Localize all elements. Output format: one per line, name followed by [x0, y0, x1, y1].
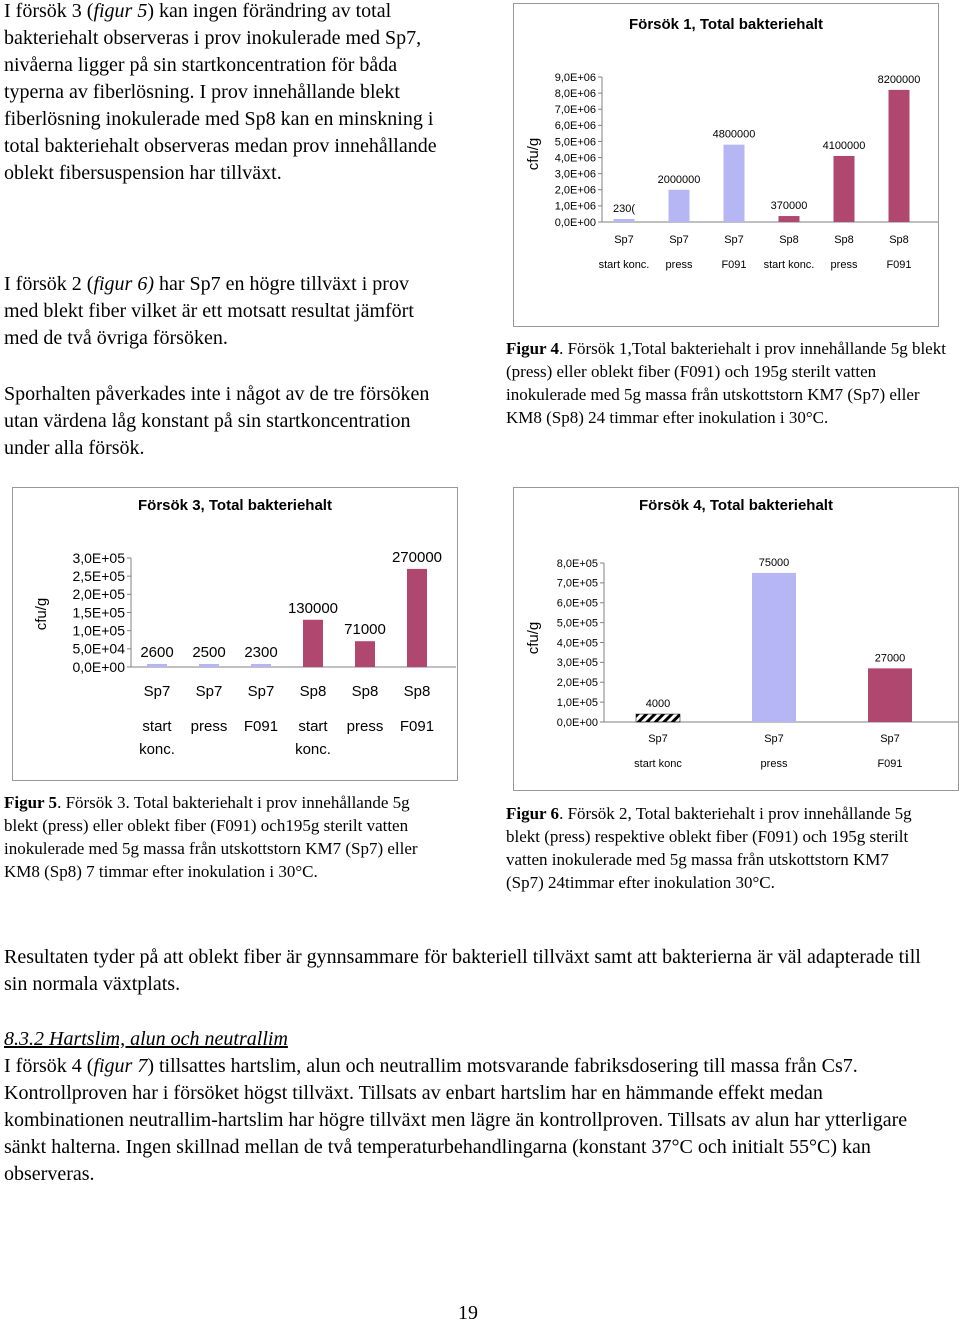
y-tick-label: 2,0E+05 [556, 677, 598, 690]
chart-title: Försök 4, Total bakteriehalt [639, 497, 833, 514]
chart-bar [669, 190, 690, 222]
chart-bar [251, 664, 271, 667]
y-tick-label: 7,0E+06 [554, 104, 596, 117]
caption-label: Figur 6 [506, 804, 560, 823]
chart-bar [199, 664, 219, 667]
section-number: 8.3.2 [4, 1028, 44, 1050]
y-tick-label: 5,0E+05 [556, 617, 598, 630]
y-tick-label: 4,0E+06 [554, 152, 596, 165]
x-category-strain: Sp7 [614, 234, 634, 246]
x-category-strain: Sp7 [648, 733, 668, 745]
x-category-strain: Sp8 [779, 234, 799, 246]
x-category-strain: Sp7 [143, 683, 171, 700]
x-category-fiber: F091 [877, 758, 903, 770]
data-label: 4000 [645, 698, 671, 711]
x-category-fiber: F091 [721, 259, 747, 271]
y-tick-label: 6,0E+05 [556, 597, 598, 610]
chart-bar [889, 90, 910, 222]
y-tick-label: 0,0E+00 [72, 658, 125, 675]
data-label: 2300 [244, 644, 278, 661]
chart-bar [724, 145, 745, 222]
y-tick-label: 2,0E+05 [72, 586, 125, 603]
chart-forsok-4-svg [514, 488, 958, 790]
data-label: 2600 [140, 644, 174, 661]
chart-bar [355, 641, 375, 667]
data-label: 230( [612, 203, 636, 215]
y-tick-label: 8,0E+06 [554, 87, 596, 100]
x-category-fiber: press [760, 758, 788, 770]
figure-reference[interactable]: figur 7 [93, 1055, 148, 1077]
chart-title: Försök 1, Total bakteriehalt [629, 16, 823, 33]
data-label: 370000 [770, 200, 808, 213]
figure-reference[interactable]: figur 6) [93, 273, 154, 295]
paragraph-forsok2 [4, 271, 444, 352]
x-category-strain: Sp8 [889, 234, 909, 246]
y-tick-label: 2,5E+05 [72, 568, 125, 585]
chart-bar [868, 668, 912, 722]
y-tick-label: 1,0E+06 [554, 200, 596, 213]
chart-forsok-1 [513, 3, 939, 327]
y-tick-label: 1,0E+05 [556, 696, 598, 709]
x-category-fiber: start konc. [598, 259, 650, 271]
chart-bar [752, 573, 796, 722]
paragraph-text: har Sp7 en högre tillväxt i prov med blekt fiber vilket är ett motsatt resultat jämfört med de två övriga försöken. [4, 273, 414, 349]
y-tick-label: 9,0E+06 [554, 71, 596, 84]
x-category-strain: Sp8 [351, 683, 379, 700]
x-category-fiber: konc. [139, 741, 175, 758]
x-category-fiber: F091 [886, 259, 912, 271]
caption-figure-4 [506, 337, 946, 429]
paragraph-text: I försök 3 ( [4, 0, 94, 22]
data-label: 2500 [192, 644, 226, 661]
x-category-strain: Sp7 [669, 234, 689, 246]
caption-label: Figur 4 [506, 339, 560, 358]
y-tick-label: 1,0E+05 [72, 622, 125, 639]
y-axis-label: cfu/g [33, 597, 50, 631]
x-category-fiber: start [142, 718, 172, 735]
paragraph-text: I försök 4 ( [4, 1055, 94, 1077]
data-label: 75000 [758, 556, 790, 569]
data-label: 130000 [287, 599, 339, 617]
y-tick-label: 5,0E+06 [554, 136, 596, 149]
y-tick-label: 8,0E+05 [556, 557, 598, 570]
paragraph-forsok4 [4, 1053, 944, 1188]
chart-bar [834, 156, 855, 222]
chart-forsok-1-svg [514, 4, 938, 326]
x-category-fiber: start [298, 718, 328, 735]
caption-figure-6 [506, 802, 926, 894]
x-category-fiber: press [346, 718, 384, 735]
x-category-strain: Sp8 [299, 683, 327, 700]
y-tick-label: 5,0E+04 [72, 640, 125, 657]
paragraph-text: ) kan ingen förändring av total bakteriehalt observeras i prov inokulerade med Sp7, nivåerna ligger på sin startkoncentration för båda typerna av fiberlösning. I prov innehållande blekt fiberlösning inokulerade med Sp8 kan en minskning i total bakteriehalt observeras medan prov innehållande oblekt fibersuspension har tillväxt. [4, 0, 437, 184]
x-category-fiber: press [190, 718, 228, 735]
x-category-fiber: press [830, 259, 858, 271]
data-label: 270000 [391, 548, 443, 566]
x-category-strain: Sp7 [195, 683, 223, 700]
y-tick-label: 3,0E+05 [72, 549, 125, 566]
caption-text: . Försök 3. Total bakteriehalt i prov innehållande 5g blekt (press) eller oblekt fiber (F091) och195g sterilt vatten inokulerade med 5g massa från utskottstorn KM7 (Sp7) eller KM8 (Sp8) 7 timmar efter inokulation i 30°C. [4, 793, 418, 881]
chart-forsok-4 [513, 487, 959, 791]
chart-title: Försök 3, Total bakteriehalt [138, 497, 332, 514]
paragraph-conclusion: Resultaten tyder på att oblekt fiber är gynnsammare för bakteriell tillväxt samt att bakterierna är väl adapterade till sin normala växtplats. [4, 946, 921, 995]
figure-reference[interactable]: figur 5 [93, 0, 148, 22]
y-tick-label: 4,0E+05 [556, 637, 598, 650]
x-category-strain: Sp7 [880, 733, 900, 745]
paragraph-forsok3 [4, 0, 444, 187]
section-title: Hartslim, alun och neutrallim [49, 1028, 288, 1050]
data-label: 2000000 [657, 173, 701, 186]
y-tick-label: 7,0E+05 [556, 577, 598, 590]
chart-bar [779, 216, 800, 222]
chart-forsok-3 [12, 487, 458, 781]
y-tick-label: 6,0E+06 [554, 120, 596, 133]
data-label: 4800000 [712, 128, 756, 141]
x-category-fiber: start konc. [763, 259, 815, 271]
chart-bar [303, 620, 323, 667]
y-axis-label: cfu/g [525, 137, 542, 171]
y-tick-label: 0,0E+00 [554, 216, 596, 229]
chart-bar [147, 664, 167, 667]
x-category-strain: Sp7 [724, 234, 744, 246]
x-category-strain: Sp7 [247, 683, 275, 700]
data-label: 27000 [874, 652, 906, 665]
chart-bar [636, 714, 680, 722]
chart-bar [407, 569, 427, 667]
caption-text: . Försök 2, Total bakteriehalt i prov innehållande 5g blekt (press) respektive oblekt fiber (F091) och 195g sterilt vatten inokulerade med 5g massa från utskottstorn KM7 (Sp7) 24timmar efter inokulation 30°C. [506, 804, 912, 892]
x-category-fiber: start konc [634, 758, 682, 770]
data-label: 4100000 [822, 139, 866, 152]
caption-text: . Försök 1,Total bakteriehalt i prov innehållande 5g blekt (press) eller oblekt fiber (F091) och 195g sterilt vatten inokulerade med 5g massa från utskottstorn KM7 (Sp7) eller KM8 (Sp8) 24 timmar efter inokulation i 30°C. [506, 339, 946, 427]
section-heading [4, 1026, 604, 1053]
paragraph-text: ) tillsattes hartslim, alun och neutrallim motsvarande fabriksdosering till massa från Cs7. Kontrollproven har i försöket högst tillväxt. Tillsats av enbart hartslim har en hämmande effekt medan kombinationen neutrallim-hartslim har högre tillväxt men lägre än kontrollproven. Tillsats av alun har ytterligare sänkt halterna. Ingen skillnad mellan de två temperaturbehandlingarna (konstant 37°C och initialt 55°C) kan observeras. [4, 1055, 908, 1185]
chart-bar [614, 219, 635, 222]
x-category-strain: Sp8 [403, 683, 431, 700]
y-tick-label: 3,0E+05 [556, 657, 598, 670]
caption-label: Figur 5 [4, 793, 58, 812]
caption-figure-5 [4, 791, 434, 883]
x-category-fiber: press [665, 259, 693, 271]
y-tick-label: 3,0E+06 [554, 168, 596, 181]
paragraph-sporhalten: Sporhalten påverkades inte i något av de tre försöken utan värdena låg konstant på sin startkoncentration under alla försök. [4, 383, 430, 459]
x-category-fiber: konc. [295, 741, 331, 758]
x-category-fiber: F091 [243, 718, 279, 735]
y-tick-label: 2,0E+06 [554, 184, 596, 197]
y-tick-label: 0,0E+00 [556, 716, 598, 729]
data-label: 8200000 [877, 73, 921, 86]
x-category-strain: Sp7 [764, 733, 784, 745]
y-tick-label: 1,5E+05 [72, 604, 125, 621]
page-number: 19 [458, 1302, 478, 1324]
paragraph-text: I försök 2 ( [4, 273, 94, 295]
chart-forsok-3-svg [13, 488, 457, 780]
x-category-fiber: F091 [399, 718, 435, 735]
x-category-strain: Sp8 [834, 234, 854, 246]
y-axis-label: cfu/g [525, 621, 542, 655]
data-label: 71000 [344, 621, 386, 639]
